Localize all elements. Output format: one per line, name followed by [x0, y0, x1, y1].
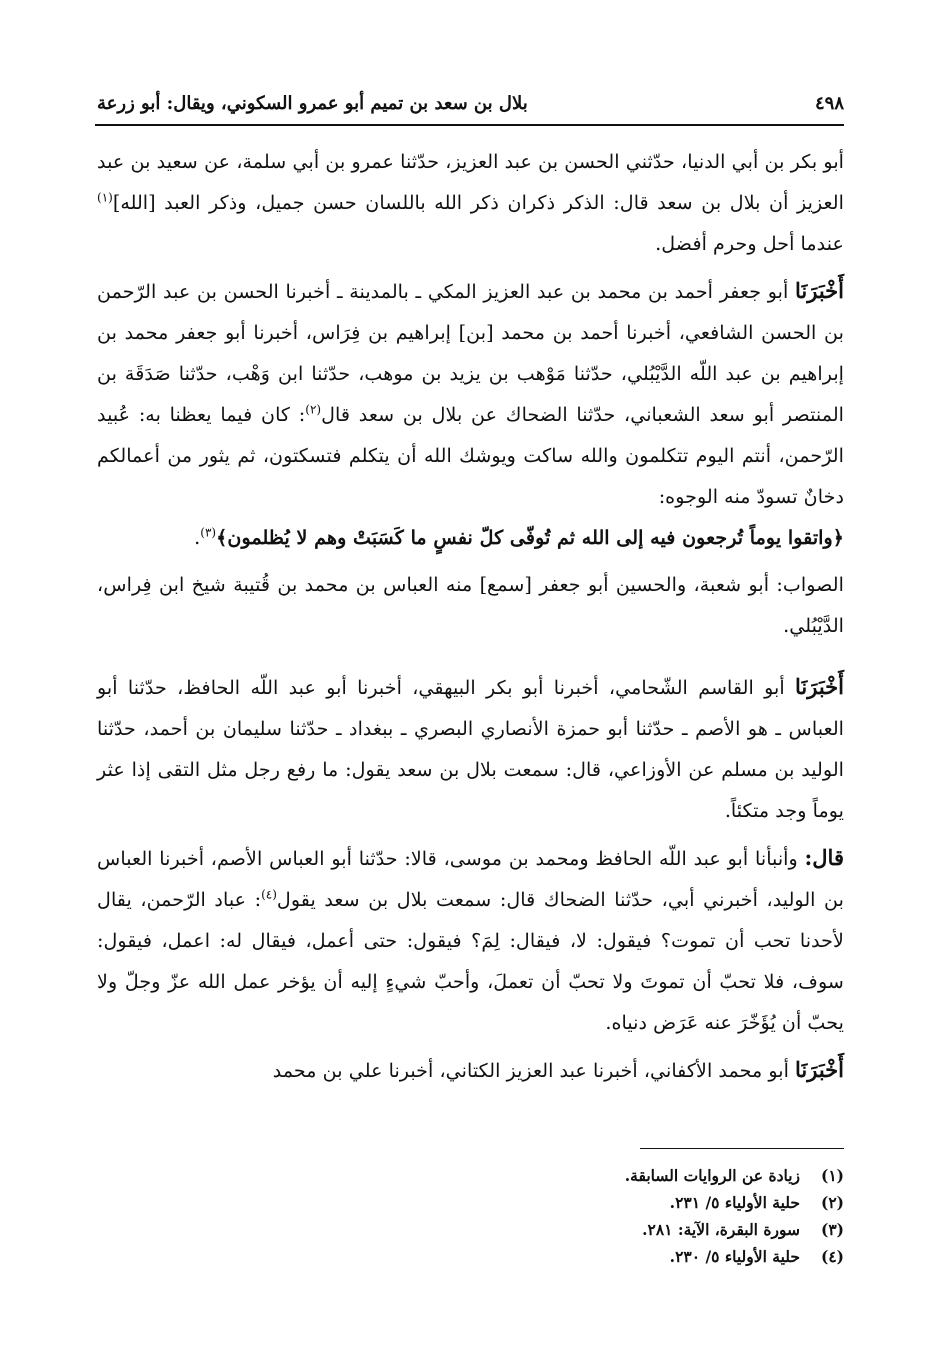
- paragraph-text: أبو جعفر أحمد بن محمد بن عبد العزيز المكي ـ بالمدينة ـ أخبرنا الحسن بن عبد الرّحمن بن الحسن الشافعي، أخبرنا أحمد بن محمد [بن] إبراهيم بن فِرَاس، أخبرنا أبو جعفر محمد بن إبراهيم بن عبد اللّه الدَّيْبُلي، حدّثنا مَوْهب بن يزيد بن موهب، حدّثنا ابن وَهْب، حدّثنا صَدَقَة بن المنتصر أبو سعد الشعباني، حدّثنا الضحاك عن بلال بن سعد قال: [97, 280, 844, 426]
- paragraph-2: [97, 270, 844, 558]
- quran-verse: ﴿واتقوا يوماً تُرجعون فيه إلى الله ثم تُوفّى كلّ نفسٍ ما كَسَبَتْ وهم لا يُظلمون﴾: [216, 526, 844, 549]
- footnote-ref: (٣): [200, 525, 217, 540]
- paragraph-text: وأنبأنا أبو عبد اللّه الحافظ ومحمد بن موسى، قالا: حدّثنا أبو العباس الأصم، أخبرنا العباس بن الوليد، أخبرني أبي، حدّثنا الضحاك قال: سمعت بلال بن سعد يقول: [97, 847, 844, 911]
- paragraph-lead: أَخْبَرَنَا: [795, 278, 844, 303]
- page-number: ٤٩٨: [814, 92, 844, 114]
- paragraph-text: أبو بكر بن أبي الدنيا، حدّثني الحسن بن عبد العزيز، حدّثنا عمرو بن أبي سلمة، عن سعيد بن عبد العزيز أن بلال بن سعد قال: الذكر ذكران ذكر الله باللسان حسن جميل، وذكر العبد [الله]: [97, 150, 844, 214]
- paragraph-tail: : عباد الرّحمن، يقال لأحدنا تحب أن تموت؟ فيقول: لا، فيقال: لِمَ؟ فيقول: حتى أعمل، فيقال له: اعمل، فيقول: سوف، فلا تحبّ أن تموتَ ولا تحبّ أن تعملَ، وأحبّ شيءٍ إليه أن يؤخر عمل الله عزّ وجلّ ولا يحبّ أن يُؤَخّرَ عنه عَرَض دنياه.: [97, 888, 844, 1034]
- footnote-number: (١): [820, 1166, 844, 1185]
- paragraph-text: أبو القاسم الشّحامي، أخبرنا أبو بكر البيهقي، أخبرنا أبو عبد اللّه الحافظ، حدّثنا أبو العباس ـ هو الأصم ـ حدّثنا أبو حمزة الأنصاري البصري ـ ببغداد ـ حدّثنا سليمان بن أحمد، حدّثنا الوليد بن مسلم عن الأوزاعي، قال: سمعت بلال بن سعد يقول: ما رفع رجل مثل التقى إذا عثر يوماً وجد متكئاً.: [97, 676, 844, 822]
- footnote-item: [97, 1243, 844, 1270]
- main-text: [97, 140, 844, 1097]
- running-title: بلال بن سعد بن تميم أبو عمرو السكوني، ويقال: أبو زرعة: [97, 92, 528, 114]
- footnote-ref: (٢): [305, 402, 322, 417]
- footnote-rule: [640, 1148, 844, 1149]
- correction-text: الصواب: أبو شعبة، والحسين أبو جعفر [سمع] منه العباس بن محمد بن قُتيبة شيخ ابن فِراس، الدَّيْبُلي.: [97, 573, 844, 637]
- footnote-text: حلية الأولياء ٥/ ٢٣١.: [669, 1193, 800, 1212]
- header-rule: [95, 124, 844, 126]
- section-gap: [97, 652, 844, 666]
- paragraph-tail: : كان فيما يعظنا به: عُبيد الرّحمن، أنتم اليوم تتكلمون والله ساكت ويوشك الله أن يتكلم فتسكتون، ثم يثور من أعمالكم دخانٌ تسودّ منه الوجوه:: [97, 403, 844, 508]
- footnote-text: حلية الأولياء ٥/ ٢٣٠.: [669, 1247, 800, 1266]
- footnote-ref: (١): [97, 190, 113, 205]
- paragraph-lead: أَخْبَرَنَا: [795, 1057, 844, 1082]
- paragraph-3: [97, 666, 844, 831]
- footnote-item: [97, 1216, 844, 1243]
- paragraph-4: [97, 837, 844, 1043]
- page-header: [97, 86, 844, 120]
- footnote-number: (٣): [820, 1220, 844, 1239]
- footnotes: [97, 1162, 844, 1270]
- paragraph-text: أبو محمد الأكفاني، أخبرنا عبد العزيز الكتاني، أخبرنا علي بن محمد: [272, 1059, 796, 1082]
- paragraph-lead: أَخْبَرَنَا: [795, 674, 844, 699]
- footnote-number: (٤): [820, 1247, 844, 1266]
- paragraph-lead: قال:: [804, 845, 844, 870]
- footnote-number: (٢): [820, 1193, 844, 1212]
- footnote-item: [97, 1162, 844, 1189]
- verse-tail: .: [194, 526, 201, 549]
- footnote-item: [97, 1189, 844, 1216]
- correction-note: [97, 564, 844, 646]
- footnote-ref: (٤): [261, 887, 277, 902]
- paragraph-tail: عندما أحل وحرم أفضل.: [655, 232, 844, 255]
- paragraph-5: [97, 1049, 844, 1091]
- paragraph-1: [97, 140, 844, 264]
- footnote-text: زيادة عن الروايات السابقة.: [624, 1166, 800, 1185]
- footnote-text: سورة البقرة، الآية: ٢٨١.: [642, 1220, 800, 1239]
